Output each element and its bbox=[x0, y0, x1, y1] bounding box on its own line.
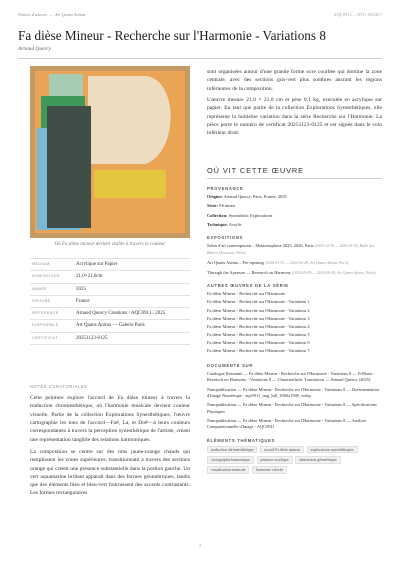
expositions-heading: EXPOSITIONS bbox=[207, 235, 244, 241]
provenance-item bbox=[207, 213, 382, 219]
notes-paragraph: L'œuvre mesure 21,0 × 21,0 cm et pèse 0,1 kg, exécutée en acrylique sur papier. En tant que partie de la collection Explorations Synesthétiques, elle représente la huitième variation dans la série Recherche sur l'Harmonie. La pièce porte le numéro de certificat 20251123-0125 et est signée dans le coin inférieur droit. bbox=[207, 96, 382, 137]
document-link[interactable]: Nanopublication — Fa dièse Mineur - Recherche sur l'Harmonie - Variations 8 — Documentation d'Image Numérique - aqc0911_img_hdl_1900x1900_webp bbox=[207, 386, 380, 398]
document-link[interactable]: Catalogue Raisonné — Fa dièse Mineur - Recherche sur l'Harmonie - Variations 8 — FrMaior - Research on Harmony - Variations 8 — Chromesthetic Translation — Arnaud Quercy (2025) bbox=[207, 371, 376, 383]
list-item bbox=[207, 340, 382, 347]
notes-continuation bbox=[207, 68, 382, 141]
list-item bbox=[207, 299, 382, 306]
detail-value bbox=[74, 320, 190, 332]
detail-label: ANNÉE bbox=[30, 283, 74, 295]
exposition-detail: (2026-05-09 — 2026-06-30, Art Quans Anima, Paris) bbox=[292, 270, 376, 275]
provenance-value: Synesthetic Explorations bbox=[228, 212, 273, 218]
detail-value: 2025 bbox=[74, 283, 190, 295]
details-row bbox=[30, 332, 190, 344]
detail-label: CERTIFICAT bbox=[30, 332, 74, 344]
provenance-label: Origine: bbox=[207, 194, 223, 199]
exposition-detail: (2025-12-30 — 2026-01-03, Halle des Blancs Manteaux, Paris) bbox=[207, 244, 375, 255]
list-item bbox=[207, 324, 382, 331]
theme-tag[interactable]: traduction chromesthétique bbox=[207, 446, 257, 454]
series-link[interactable]: Fa dièse Mineur - Recherche sur l'Harmonie - Variations 3 bbox=[207, 315, 310, 321]
notes-paragraph: La composition se centre sur des tons jaune-orange chauds qui remplissent les zones supérieures, transitionnant à travers des sections orange qui créent une présence substantielle dans la portion gauche. Un vert aquamarine brillant apparaît dans des formes géométriques, tandis que des éléments bleu et bleu-vert fournissent des accents contrastants. Les formes rectangulaires bbox=[30, 448, 190, 497]
notes-heading: NOTES CURATORIALES bbox=[30, 384, 88, 389]
documents-heading: DOCUMENTÉ SUR bbox=[207, 363, 254, 369]
facts-panel bbox=[207, 180, 382, 474]
document-item bbox=[207, 371, 382, 383]
reference-code: AQC0911 – NTC-000207 bbox=[333, 12, 382, 17]
list-item bbox=[207, 316, 382, 323]
artist-name: Arnaud Quercy bbox=[18, 46, 52, 52]
exposition-item bbox=[207, 243, 382, 256]
provenance-label: Collection: bbox=[207, 212, 228, 218]
details-row bbox=[30, 271, 190, 283]
list-item bbox=[207, 291, 382, 298]
exposition-item bbox=[207, 260, 382, 266]
series-link[interactable]: Fa dièse Mineur - Recherche sur l'Harmonie - Variations 6 bbox=[207, 340, 310, 346]
provenance-value: F# minor bbox=[219, 203, 236, 209]
detail-value: Acrylique sur Papier bbox=[74, 259, 190, 271]
provenance-item bbox=[207, 194, 382, 200]
breadcrumb-link-gallery[interactable]: Art Quanx Anima bbox=[54, 12, 86, 17]
details-row bbox=[30, 308, 190, 320]
details-table bbox=[30, 258, 190, 345]
curatorial-notes bbox=[30, 394, 190, 502]
document-link[interactable]: Nanopublication — Fa dièse Mineur - Recherche sur l'Harmonie - Variations 8 — Analyse Computationnelle d'Image - AQC0911 bbox=[207, 418, 367, 430]
section-divider bbox=[207, 178, 382, 179]
provenance-heading: PROVENANCE bbox=[207, 186, 244, 191]
series-link[interactable]: Fa dièse Mineur - Recherche sur l'Harmonie - Variations 7 bbox=[207, 348, 310, 354]
provenance-value: Arnaud Quercy, Paris, France, 2025 bbox=[223, 194, 287, 199]
page-title: Fa dièse Mineur - Recherche sur l'Harmonie - Variations 8 bbox=[18, 28, 326, 43]
detail-label: ORIGINE bbox=[30, 295, 74, 307]
detail-value: 21.0×21.0cm bbox=[74, 271, 190, 283]
theme-tag[interactable]: abstraction géométrique bbox=[295, 456, 341, 464]
provenance-value: Acrylic bbox=[228, 221, 242, 227]
breadcrumb bbox=[18, 12, 85, 17]
breadcrumb-separator: — bbox=[49, 12, 53, 17]
artwork-image[interactable] bbox=[30, 66, 190, 238]
notes-paragraph: sont organisées autour d'une grande forme ocre courbée qui domine la zone centrale, avec des sections gris-vert plus sombres ancrant les régions inférieures de la composition. bbox=[207, 69, 382, 92]
details-row bbox=[30, 259, 190, 271]
theme-tags bbox=[207, 446, 382, 474]
detail-label: MÉDIUM bbox=[30, 259, 74, 271]
series-link[interactable]: Fa dièse Mineur - Recherche sur l'Harmonie - Variations 5 bbox=[207, 331, 310, 337]
details-row bbox=[30, 295, 190, 307]
exposition-detail: (2026-01-31 — 2026-02-28, Art Quans Anima, Paris) bbox=[264, 260, 349, 265]
list-item bbox=[207, 348, 382, 355]
series-list bbox=[207, 291, 382, 355]
theme-tag[interactable]: accord Fa dièse mineur bbox=[260, 446, 304, 454]
exposition-link[interactable]: Art Quans Anima – Pre-opening bbox=[207, 259, 264, 265]
detail-label: DIMENSIONS bbox=[30, 271, 74, 283]
theme-tag[interactable]: visualisation musicale bbox=[207, 466, 249, 474]
documents-list bbox=[207, 371, 382, 430]
exposition-link[interactable]: Salon d'art contemporain – Metamorphose 2025–2026, Paris bbox=[207, 243, 314, 249]
header-divider bbox=[18, 58, 382, 59]
theme-tag[interactable]: explorations synesthétiques bbox=[307, 446, 358, 454]
document-link[interactable]: Nanopublication — Fa dièse Mineur - Recherche sur l'Harmonie - Variations 8 — Spécifications Physiques bbox=[207, 402, 377, 414]
provenance-label: Technique: bbox=[207, 221, 228, 227]
theme-tag[interactable]: harmonie colorée bbox=[252, 466, 287, 474]
provenance-item bbox=[207, 203, 382, 209]
details-row bbox=[30, 283, 190, 295]
detail-label: RÉFÉRENCE bbox=[30, 308, 74, 320]
theme-tag[interactable]: cartographie harmonique bbox=[207, 456, 254, 464]
provenance-item bbox=[207, 222, 382, 228]
gallery-link[interactable]: Art Quans Anima — Galerie Paris bbox=[76, 323, 145, 329]
provenance-label: Série: bbox=[207, 203, 218, 209]
detail-value: Arnaud Quercy Creations / AQC0911 / 2025 bbox=[74, 308, 190, 320]
themes-heading: ÉLÉMENTS THÉMATIQUES bbox=[207, 437, 276, 443]
list-item bbox=[207, 332, 382, 339]
series-link[interactable]: Fa dièse Mineur - Recherche sur l'Harmonie bbox=[207, 291, 285, 297]
detail-label: DISPONIBLE bbox=[30, 320, 74, 332]
series-heading: AUTRES ŒUVRES DE LA SÉRIE bbox=[207, 283, 289, 289]
page-number: 2 bbox=[198, 543, 202, 548]
exposition-item bbox=[207, 270, 382, 276]
section-title: OÙ VIT CETTE ŒUVRE bbox=[207, 166, 304, 175]
list-item bbox=[207, 308, 382, 315]
document-item bbox=[207, 402, 382, 414]
document-item bbox=[207, 418, 382, 430]
detail-value: 20251123-0125 bbox=[74, 332, 190, 344]
detail-value: France bbox=[74, 295, 190, 307]
breadcrumb-link-notices[interactable]: Notices d'œuvres bbox=[18, 12, 48, 17]
series-link[interactable]: Fa dièse Mineur - Recherche sur l'Harmonie - Variations 1 bbox=[207, 299, 310, 305]
series-link[interactable]: Fa dièse Mineur - Recherche sur l'Harmonie - Variations 2 bbox=[207, 307, 310, 313]
artwork-caption: Où Fa dièse mineur devient visible à travers la couleur bbox=[54, 242, 166, 247]
details-row bbox=[30, 320, 190, 332]
document-item bbox=[207, 387, 382, 399]
exposition-link[interactable]: Through the Aperture — Research on Harmony bbox=[207, 269, 291, 275]
series-link[interactable]: Fa dièse Mineur - Recherche sur l'Harmonie - Variations 4 bbox=[207, 323, 310, 329]
page-header bbox=[18, 12, 382, 22]
theme-tag[interactable]: peinture acrylique bbox=[257, 456, 293, 464]
notes-paragraph: Cette peinture explore l'accord de Fa dièse mineur à travers la traduction chromesthétique, où l'harmonie musicale devient couleur visuelle. Partie de la collection Explorations Synesthétiques, l'œuvre cartographie les tons de l'accord—Fa#, La, et Do#—à leurs couleurs correspondantes à travers la perception synesthétique de l'artiste, créant une représentation tangible des relations harmoniques. bbox=[30, 395, 190, 443]
